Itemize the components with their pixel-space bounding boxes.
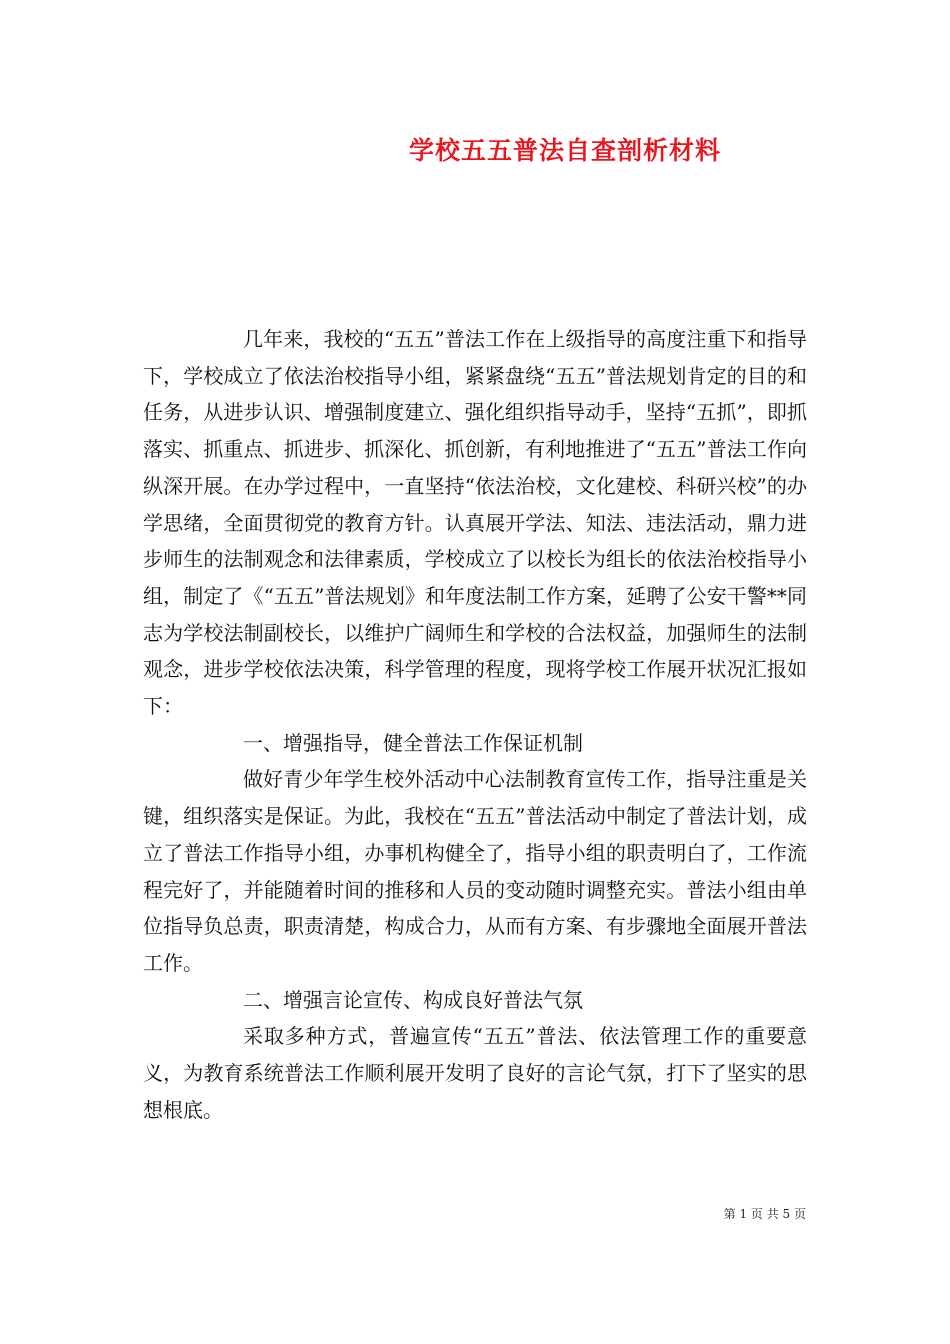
paragraph-section-1: 做好青少年学生校外活动中心法制教育宣传工作，指导注重是关键，组织落实是保证。为此，我校在“五五”普法活动中制定了普法计划，成立了普法工作指导小组，办事机构健全了，指导小组的职责明白了，工作流程完好了，并能随着时间的推移和人员的变动随时调整充实。普法小组由单位指导负总责，职责清楚，构成合力，从而有方案、有步骤地全面展开普法工作。	[143, 767, 807, 975]
page-footer: 第 1 页 共 5 页	[723, 1207, 806, 1221]
paragraph-intro: 几年来，我校的“五五”普法工作在上级指导的高度注重下和指导下，学校成立了依法治校指导小组，紧紧盘绕“五五”普法规划肯定的目的和任务，从进步认识、增强制度建立、强化组织指导动手，坚持“五抓”，即抓落实、抓重点、抓进步、抓深化、抓创新，有利地推进了“五五”普法工作向纵深开展。在办学过程中，一直坚持“依法治校，文化建校、科研兴校”的办学思绪，全面贯彻党的教育方针。认真展开学法、知法、违法活动，鼎力进步师生的法制观念和法律素质，学校成立了以校长为组长的依法治校指导小组，制定了《“五五”普法规划》和年度法制工作方案，延聘了公安干警**同志为学校法制副校长，以维护广阔师生和学校的合法权益，加强师生的法制观念，进步学校依法决策，科学管理的程度，现将学校工作展开状况汇报如下：	[143, 327, 807, 719]
section-heading-2: 二、增强言论宣传、构成良好普法气氛	[243, 987, 583, 1012]
section-heading-1: 一、增强指导，健全普法工作保证机制	[243, 730, 583, 755]
document-body	[143, 321, 807, 1128]
paragraph-section-2: 采取多种方式，普遍宣传“五五”普法、依法管理工作的重要意义，为教育系统普法工作顺利展开发明了良好的言论气氛，打下了坚实的思想根底。	[143, 1024, 807, 1122]
page-title: 学校五五普法自查剖析材料	[408, 136, 721, 165]
